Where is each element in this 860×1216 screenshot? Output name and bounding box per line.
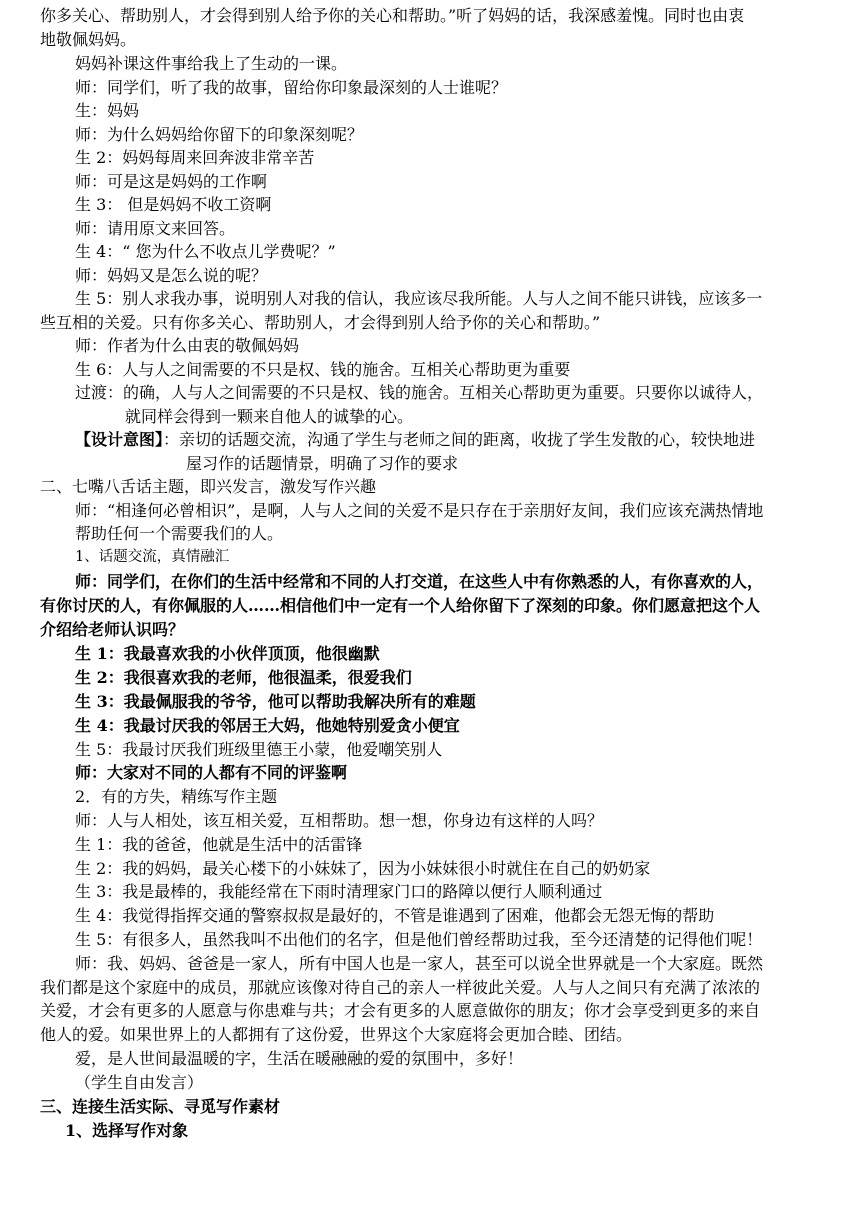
- subsection-heading: 2．有的方失，精练写作主题: [75, 787, 278, 806]
- text-line: 师：我、妈妈、爸爸是一家人，所有中国人也是一家人，甚至可以说全世界就是一个大家庭。既然: [75, 954, 764, 973]
- text-line: 师：同学们，听了我的故事，留给你印象最深刻的人士谁呢？: [75, 78, 508, 97]
- text-line: 介绍给老师认识吗？: [40, 620, 185, 639]
- text-line: 生 2：妈妈每周来回奔波非常辛苦: [75, 148, 315, 167]
- text-line: 师：可是这是妈妈的工作啊: [75, 172, 268, 191]
- design-intent-label: 【设计意图】: [75, 430, 164, 449]
- subsection-heading: 1、选择写作对象: [65, 1121, 189, 1140]
- text-line: 就同样会得到一颗来自他人的诚挚的心。: [125, 407, 414, 426]
- text-line: 师：妈妈又是怎么说的呢？: [75, 266, 268, 285]
- text-line: 生：妈妈: [75, 101, 140, 120]
- section-heading: 二、七嘴八舌话主题，即兴发言，激发写作兴趣: [40, 477, 377, 496]
- text-line: 他人的爱。如果世界上的人都拥有了这份爱，世界这个大家庭将会更加合睦、团结。: [40, 1025, 633, 1044]
- text-line: 屋习作的话题情景，明确了习作的要求: [186, 454, 459, 473]
- text-line: 妈妈补课这件事给我上了生动的一课。: [75, 54, 348, 73]
- text-line: 师：请用原文来回答。: [75, 219, 236, 238]
- text-line: 过渡：的确，人与人之间需要的不只是权、钱的施舍。互相关心帮助更为重要。只要你以诚待人，: [75, 383, 764, 402]
- text-line: 生 5：我最讨厌我们班级里德王小蒙，他爱嘲笑别人: [75, 740, 443, 759]
- text-line: 你多关心、帮助别人，才会得到别人给予你的关心和帮助。”听了妈妈的话，我深感羞愧。同时也由衷: [40, 6, 745, 25]
- text-line: 师：大家对不同的人都有不同的评鉴啊: [75, 763, 348, 782]
- text-line: 师：“相逢何必曾相识”，是啊，人与人之间的关爱不是只存在于亲朋好友间，我们应该充满热情地: [75, 501, 764, 520]
- text-line: 生 3：我是最棒的，我能经常在下雨时清理家门口的路障以便行人顺利通过: [75, 882, 603, 901]
- text-line: 些互相的关爱。只有你多关心、帮助别人，才会得到别人给予你的关心和帮助。”: [40, 313, 601, 332]
- text-line: 生 3：我最佩服我的爷爷，他可以帮助我解决所有的难题: [75, 692, 476, 711]
- text-line: 我们都是这个家庭中的成员，那就应该像对待自己的亲人一样彼此关爱。人与人之间只有充满了浓浓的: [40, 978, 761, 997]
- text-line: 师：作者为什么由衷的敬佩妈妈: [75, 336, 300, 355]
- text-line: 生 4：我觉得指挥交通的警察叔叔是最好的，不管是谁遇到了困难，他都会无怨无悔的帮助: [75, 906, 715, 925]
- text-line: 师：为什么妈妈给你留下的印象深刻呢？: [75, 125, 364, 144]
- text-line: 有你讨厌的人，有你佩服的人……相信他们中一定有一个人给你留下了深刻的印象。你们愿意把这个人: [40, 596, 761, 615]
- text-line: （学生自由发言）: [75, 1073, 204, 1092]
- text-line: 生 5：有很多人，虽然我叫不出他们的名字，但是他们曾经帮助过我，至今还清楚的记得他们呢！: [75, 930, 763, 949]
- text-line: 生 4：我最讨厌我的邻居王大妈，他她特别爱贪小便宜: [75, 716, 460, 735]
- text-line: 地敬佩妈妈。: [40, 30, 137, 49]
- text-line: 爱，是人世间最温暖的字，生活在暖融融的爱的氛围中，多好！: [75, 1049, 524, 1068]
- design-intent-text: ：亲切的话题交流，沟通了学生与老师之间的距离，收拢了学生发散的心，较快地进: [163, 430, 756, 449]
- text-line: 帮助任何一个需要我们的人。: [75, 524, 284, 543]
- text-line: 生 1：我的爸爸，他就是生活中的活雷锋: [75, 835, 363, 854]
- text-line: 生 2：我很喜欢我的老师，他很温柔，很爱我们: [75, 668, 412, 687]
- text-line: 关爱，才会有更多的人愿意与你患难与共；才会有更多的人愿意做你的朋友；你才会享受到更多的来自: [40, 1001, 761, 1020]
- section-heading: 三、连接生活实际、寻觅写作素材: [40, 1097, 281, 1116]
- text-line: 生 2：我的妈妈，最关心楼下的小妹妹了，因为小妹妹很小时就住在自己的奶奶家: [75, 859, 651, 878]
- text-line: 师：人与人相处，该互相关爱，互相帮助。想一想，你身边有这样的人吗？: [75, 811, 604, 830]
- text-line: 生 1：我最喜欢我的小伙伴顶顶，他很幽默: [75, 644, 380, 663]
- text-line: 生 6：人与人之间需要的不只是权、钱的施舍。互相关心帮助更为重要: [75, 360, 571, 379]
- text-line: 生 3： 但是妈妈不收工资啊: [75, 195, 272, 214]
- text-line: 生 4：“ 您为什么不收点儿学费呢？”: [75, 242, 336, 261]
- text-line: 生 5：别人求我办事，说明别人对我的信认，我应该尽我所能。人与人之间不能只讲钱，应该多一: [75, 289, 763, 308]
- design-intent-line: [75, 428, 755, 452]
- subsection-heading: 1、话题交流，真情融汇: [75, 549, 230, 565]
- text-line: 师：同学们，在你们的生活中经常和不同的人打交道，在这些人中有你熟悉的人，有你喜欢的人，: [75, 572, 764, 591]
